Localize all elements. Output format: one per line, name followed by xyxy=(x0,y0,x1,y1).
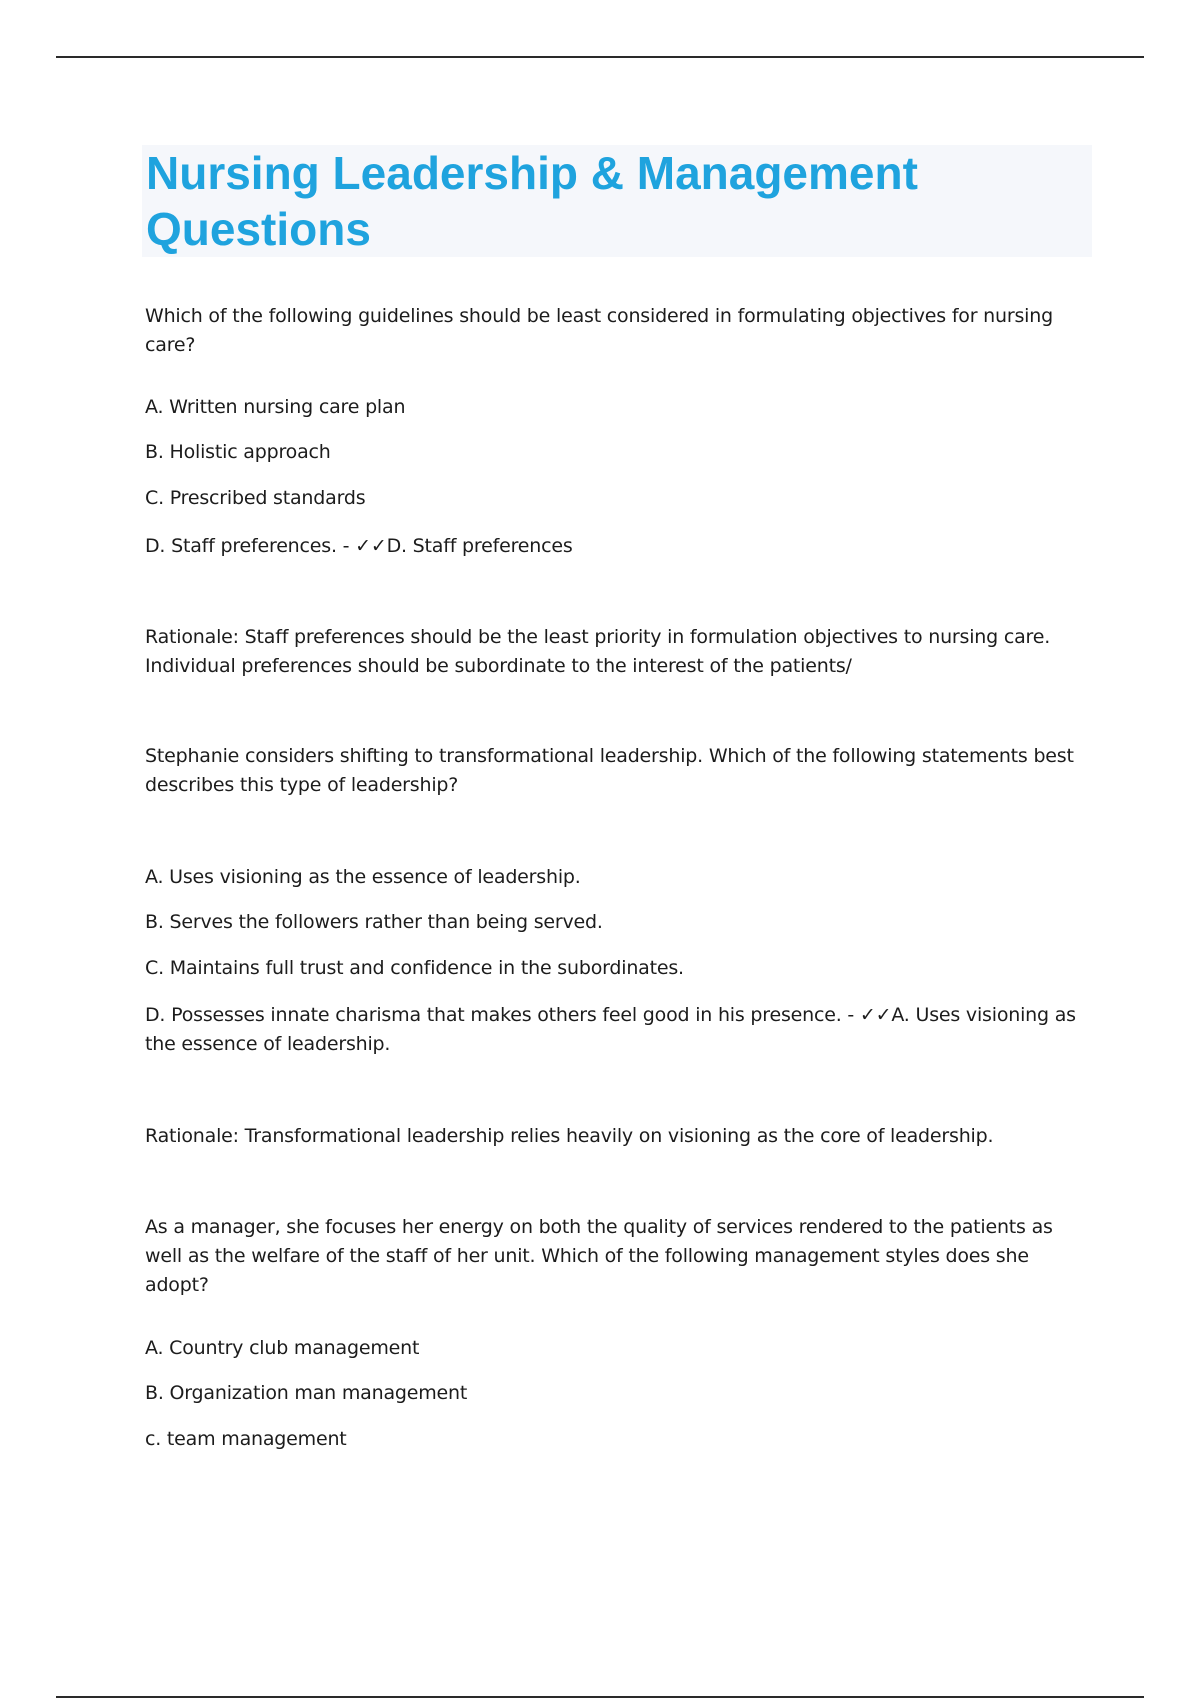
question-1-rationale: Rationale: Staff preferences should be the least priority in formulation objectives to nursing care. Individual preferences should be subordinate to the interest of the patients/ xyxy=(145,626,1051,677)
question-1-option-a: A. Written nursing care plan xyxy=(145,396,406,418)
question-3-option-c: c. team management xyxy=(145,1428,347,1450)
document-title: Nursing Leadership & Management Questions xyxy=(146,147,918,255)
title-banner xyxy=(142,145,1092,257)
question-3-option-a: A. Country club management xyxy=(145,1337,420,1359)
question-1-prompt: Which of the following guidelines should be least considered in formulating objectives for nursing care? xyxy=(145,305,1053,356)
question-3-prompt: As a manager, she focuses her energy on both the quality of services rendered to the patients as well as the welfare of the staff of her unit. Which of the following management styles does she adopt? xyxy=(145,1216,1053,1296)
question-1-option-c: C. Prescribed standards xyxy=(145,487,366,509)
footer-rule xyxy=(56,1696,1144,1698)
question-2-prompt: Stephanie considers shifting to transformational leadership. Which of the following statements best describes this type of leadership? xyxy=(145,745,1074,796)
question-2-option-c: C. Maintains full trust and confidence in the subordinates. xyxy=(145,957,684,979)
question-3-option-b: B. Organization man management xyxy=(145,1382,468,1404)
question-2-option-b: B. Serves the followers rather than being served. xyxy=(145,911,603,933)
question-2-rationale: Rationale: Transformational leadership relies heavily on visioning as the core of leadership. xyxy=(145,1125,994,1147)
question-1-option-b: B. Holistic approach xyxy=(145,441,331,463)
question-1-option-d: D. Staff preferences. - ✓✓D. Staff preferences xyxy=(145,535,573,557)
header-rule xyxy=(56,56,1144,58)
question-2-option-d: D. Possesses innate charisma that makes others feel good in his presence. - ✓✓A. Uses visioning as the essence of leadership. xyxy=(145,1004,1076,1055)
question-2-option-a: A. Uses visioning as the essence of leadership. xyxy=(145,866,581,888)
